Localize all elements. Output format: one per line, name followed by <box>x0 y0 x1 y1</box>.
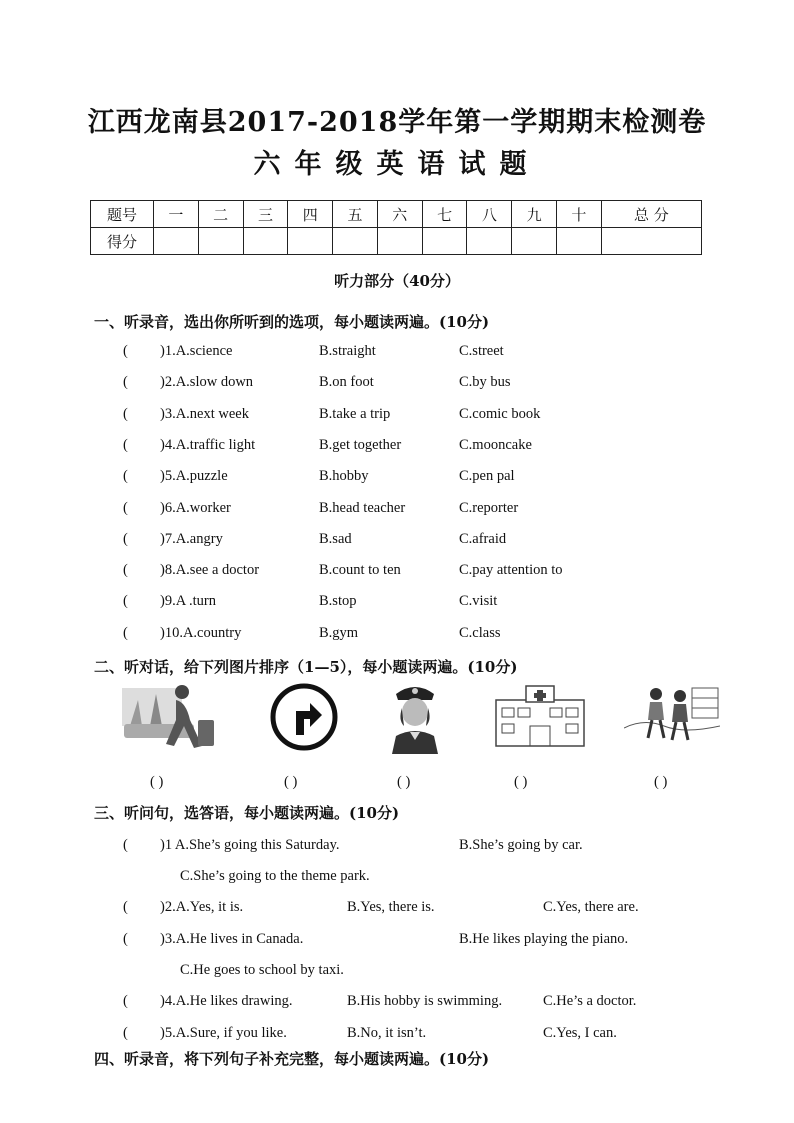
score-header-cell: 十 <box>557 201 602 228</box>
picture-order-blank[interactable]: ( ) <box>654 774 668 790</box>
option-b: B.hobby <box>319 468 369 484</box>
children-walking-icon <box>624 682 720 744</box>
q3-5-option-c: C.Yes, I can. <box>543 1025 617 1041</box>
option-a: )5.A.puzzle <box>160 468 228 484</box>
option-b: B.sad <box>319 531 352 547</box>
q3-1-option-b: B.She’s going by car. <box>459 837 583 853</box>
score-header-cell: 五 <box>333 201 378 228</box>
q3-5-option-a: )5.A.Sure, if you like. <box>160 1025 287 1041</box>
answer-bracket[interactable]: ( <box>123 562 128 578</box>
option-a: )10.A.country <box>160 625 242 641</box>
answer-bracket[interactable]: ( <box>123 343 128 359</box>
option-a: )4.A.traffic light <box>160 437 256 453</box>
answer-bracket[interactable]: ( <box>123 593 128 609</box>
answer-bracket[interactable]: ( <box>123 993 128 1009</box>
option-c: C.mooncake <box>459 437 532 453</box>
exam-title: 江西龙南县2017-2018学年第一学期期末检测卷 <box>87 107 707 138</box>
score-header-cell: 三 <box>243 201 288 228</box>
option-a: )8.A.see a doctor <box>160 562 260 578</box>
picture-order-blank[interactable]: ( ) <box>284 774 298 790</box>
score-cell[interactable] <box>601 228 701 255</box>
q3-3-option-b: B.He likes playing the piano. <box>459 931 629 947</box>
score-cell[interactable] <box>467 228 512 255</box>
score-cell[interactable] <box>288 228 333 255</box>
score-cell[interactable] <box>422 228 467 255</box>
score-cell[interactable] <box>512 228 557 255</box>
answer-bracket[interactable]: ( <box>123 500 128 516</box>
picture-order-blank[interactable]: ( ) <box>150 774 164 790</box>
answer-bracket[interactable]: ( <box>123 437 128 453</box>
picture-order-blank[interactable]: ( ) <box>514 774 528 790</box>
exam-subtitle: 六年级英语试题 <box>253 149 541 180</box>
option-b: B.head teacher <box>319 500 406 516</box>
q3-2-option-c: C.Yes, there are. <box>543 899 639 915</box>
q3-2-option-a: )2.A.Yes, it is. <box>160 899 244 915</box>
answer-bracket[interactable]: ( <box>123 531 128 547</box>
q3-1-option-a: )1 A.She’s going this Saturday. <box>160 837 340 853</box>
score-row-label: 得分 <box>91 228 154 255</box>
score-table-score-row <box>91 228 702 255</box>
score-cell[interactable] <box>333 228 378 255</box>
option-a: )1.A.science <box>160 343 233 359</box>
hospital-icon <box>494 684 586 748</box>
option-b: B.straight <box>319 343 376 359</box>
score-cell[interactable] <box>377 228 422 255</box>
option-c: C.pen pal <box>459 468 515 484</box>
option-c: C.by bus <box>459 374 511 390</box>
option-b: B.count to ten <box>319 562 401 578</box>
q3-3-option-c: C.He goes to school by taxi. <box>180 962 344 978</box>
police-officer-icon <box>388 680 442 754</box>
answer-bracket[interactable]: ( <box>123 625 128 641</box>
option-c: C.afraid <box>459 531 507 547</box>
answer-bracket[interactable]: ( <box>123 374 128 390</box>
option-b: B.stop <box>319 593 357 609</box>
turn-right-sign-icon <box>270 683 338 751</box>
option-c: C.comic book <box>459 406 541 422</box>
picture-order-blank[interactable]: ( ) <box>397 774 411 790</box>
option-b: B.on foot <box>319 374 374 390</box>
option-a: )6.A.worker <box>160 500 231 516</box>
section2-heading: 二、听对话，给下列图片排序（1—5），每小题读两遍。(10分) <box>94 658 518 676</box>
q3-4-option-b: B.His hobby is swimming. <box>347 993 503 1009</box>
score-table <box>90 200 702 255</box>
answer-bracket[interactable]: ( <box>123 1025 128 1041</box>
answer-bracket[interactable]: ( <box>123 406 128 422</box>
listening-heading: 听力部分（40分） <box>334 272 460 290</box>
option-b: B.get together <box>319 437 402 453</box>
option-b: B.gym <box>319 625 359 641</box>
score-header-cell: 二 <box>198 201 243 228</box>
option-c: C.class <box>459 625 501 641</box>
section4-heading: 四、听录音，将下列句子补充完整，每小题读两遍。(10分) <box>94 1050 490 1068</box>
score-header-cell: 总 分 <box>601 201 701 228</box>
q3-5-option-b: B.No, it isn’t. <box>347 1025 427 1041</box>
q3-3-option-a: )3.A.He lives in Canada. <box>160 931 304 947</box>
answer-bracket[interactable]: ( <box>123 468 128 484</box>
option-a: )7.A.angry <box>160 531 223 547</box>
q3-1-option-c: C.She’s going to the theme park. <box>180 868 370 884</box>
option-a: )3.A.next week <box>160 406 249 422</box>
section1-heading: 一、听录音，选出你所听到的选项，每小题读两遍。(10分) <box>94 313 490 331</box>
score-header-cell: 八 <box>467 201 512 228</box>
answer-bracket[interactable]: ( <box>123 837 128 853</box>
q3-2-option-b: B.Yes, there is. <box>347 899 435 915</box>
option-a: )2.A.slow down <box>160 374 254 390</box>
option-c: C.visit <box>459 593 498 609</box>
score-table-header-row <box>91 201 702 228</box>
score-header-cell: 题号 <box>91 201 154 228</box>
score-header-cell: 四 <box>288 201 333 228</box>
q3-4-option-a: )4.A.He likes drawing. <box>160 993 293 1009</box>
score-header-cell: 九 <box>512 201 557 228</box>
option-a: )9.A .turn <box>160 593 216 609</box>
score-header-cell: 六 <box>377 201 422 228</box>
travel-woman-icon <box>120 680 220 752</box>
score-header-cell: 七 <box>422 201 467 228</box>
q3-4-option-c: C.He’s a doctor. <box>543 993 637 1009</box>
score-cell[interactable] <box>557 228 602 255</box>
answer-bracket[interactable]: ( <box>123 931 128 947</box>
answer-bracket[interactable]: ( <box>123 899 128 915</box>
score-cell[interactable] <box>243 228 288 255</box>
option-c: C.pay attention to <box>459 562 563 578</box>
score-header-cell: 一 <box>154 201 199 228</box>
option-c: C.street <box>459 343 504 359</box>
section3-heading: 三、听问句，选答语，每小题读两遍。(10分) <box>94 804 400 822</box>
option-c: C.reporter <box>459 500 519 516</box>
option-b: B.take a trip <box>319 406 391 422</box>
score-cell[interactable] <box>154 228 199 255</box>
score-cell[interactable] <box>198 228 243 255</box>
